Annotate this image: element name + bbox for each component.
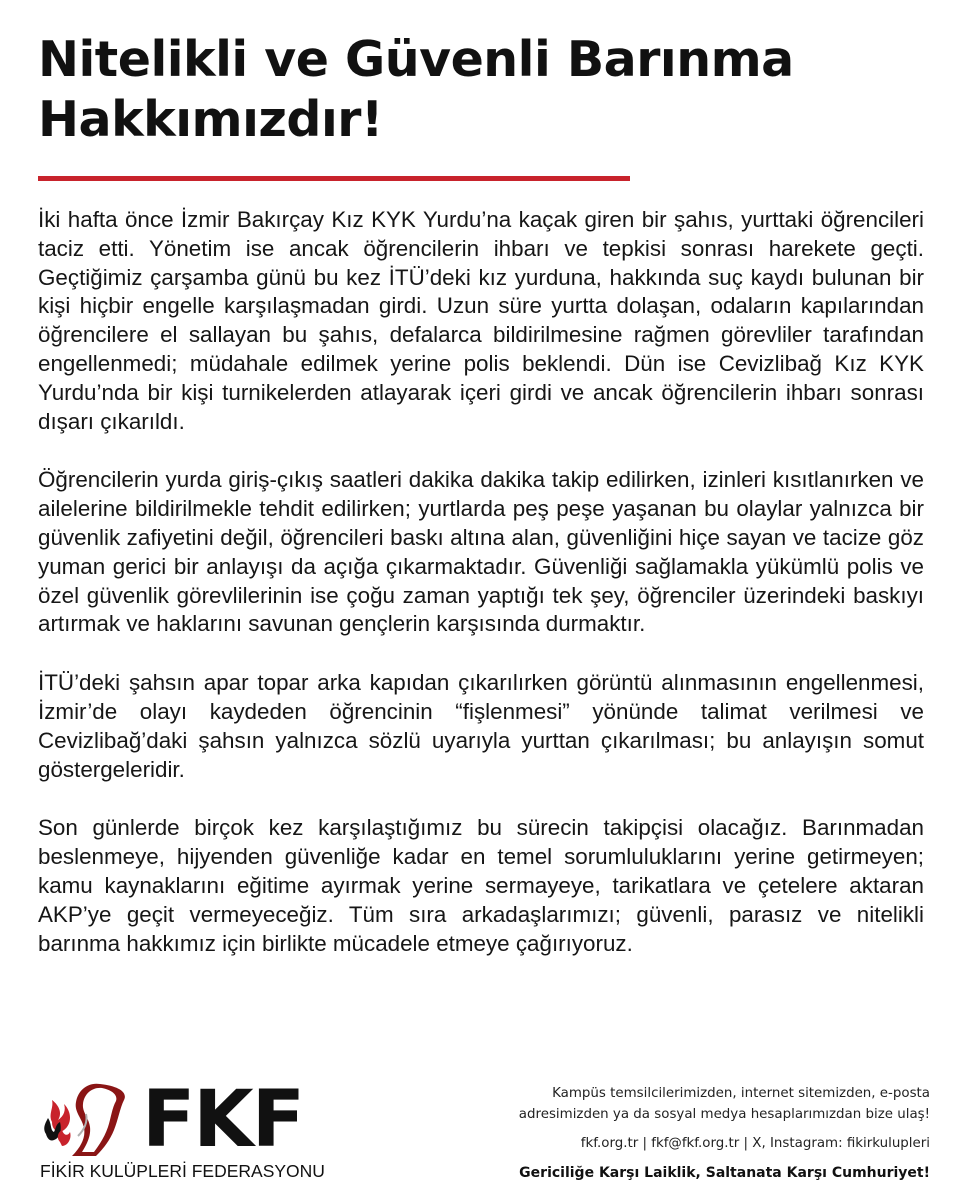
logo-wordmark: FKF — [142, 1075, 304, 1165]
paragraph-4: Son günlerde birçok kez karşılaştığımız bu sürecin takipçisi olacağız. Barınmadan beslenmeye, hijyenden güvenliğe kadar en temel sorumluluklarını yerine getirmeyen; kamu kaynaklarını eğitime ayırmak yerine sermayeye, tarikatlara ve çetelere aktaran AKP’ye geçit vermeyeceğiz. Tüm sıra arkadaşlarımızı; güvenli, parasız ve nitelikli barınma hakkımız için birlikte mücadele etmeye çağırıyoruz. — [38, 815, 924, 956]
contact-line-2: adresimizden ya da sosyal medya hesaplarımızdan bize ulaş! — [518, 1107, 930, 1122]
logo-federation-name: FİKİR KULÜPLERİ FEDERASYONU — [40, 1161, 325, 1181]
torch-profile-icon — [38, 1078, 148, 1160]
paragraph-1: İki hafta önce İzmir Bakırçay Kız KYK Yurdu’na kaçak giren bir şahıs, yurttaki öğrencileri taciz etti. Yönetim ise ancak öğrencilerin ihbarı ve tepkisi sonrası harekete geçti. Geçtiğimiz çarşamba günü bu kez İTÜ’deki kız yurduna, hakkında suç kaydı bulunan bir kişi hiçbir engelle karşılaşmadan girdi. Uzun süre yurtta dolaşan, odaların kapılarından öğrencilere el sallayan bu şahıs, defalarca bildirilmesine rağmen görevliler tarafından engellenmedi; müdahale edilmek yerine polis beklendi. Dün ise Cevizlibağ Kız KYK Yurdu’nda bir kişi turnikelerden atlayarak içeri girdi ve ancak öğrencilerin ihbarı sonrası dışarı çıkarıldı. — [38, 207, 924, 434]
page-title: Nitelikli ve Güvenli Barınma Hakkımızdır! — [38, 31, 794, 148]
paragraph-2: Öğrencilerin yurda giriş-çıkış saatleri dakika dakika takip edilirken, izinleri kısıtlanırken ve ailelerine bildirilmekle tehdit edilirken; yurtlarda peş peşe yaşanan bu olaylar yalnızca bir güvenlik zafiyetini değil, öğrencileri baskı altına alan, güvenliğini hiçe sayan ve tacize göz yuman gerici bir anlayışı da açığa çıkarmaktadır. Güvenliği sağlamakla yükümlü polis ve özel güvenlik görevlilerinin ise çoğu zaman yaptığı tek şey, öğrenciler üzerindeki baskıyı artırmak ve haklarını savunan gençlerin karşısında durmaktır. — [38, 467, 924, 637]
contact-info — [460, 1083, 930, 1184]
contact-links: fkf.org.tr | fkf@fkf.org.tr | X, Instagram: fikirkulupleri — [580, 1136, 930, 1151]
contact-line-1: Kampüs temsilcilerimizden, internet sitemizden, e-posta — [552, 1086, 930, 1101]
paragraph-3: İTÜ’deki şahsın apar topar arka kapıdan çıkarılırken görüntü alınmasının engellenmesi, İzmir’de olayı kaydeden öğrencinin “fişlenmesi” yönünde talimat verilmesi ve Cevizlibağ’daki şahsın yalnızca sözlü uyarıyla yurttan çıkarılması; bu anlayışın somut göstergeleridir. — [38, 670, 924, 782]
fkf-logo — [38, 1075, 348, 1188]
title-divider — [38, 176, 630, 181]
statement-body — [38, 206, 924, 988]
slogan: Gericiliğe Karşı Laiklik, Saltanata Karşı Cumhuriyet! — [519, 1165, 930, 1181]
